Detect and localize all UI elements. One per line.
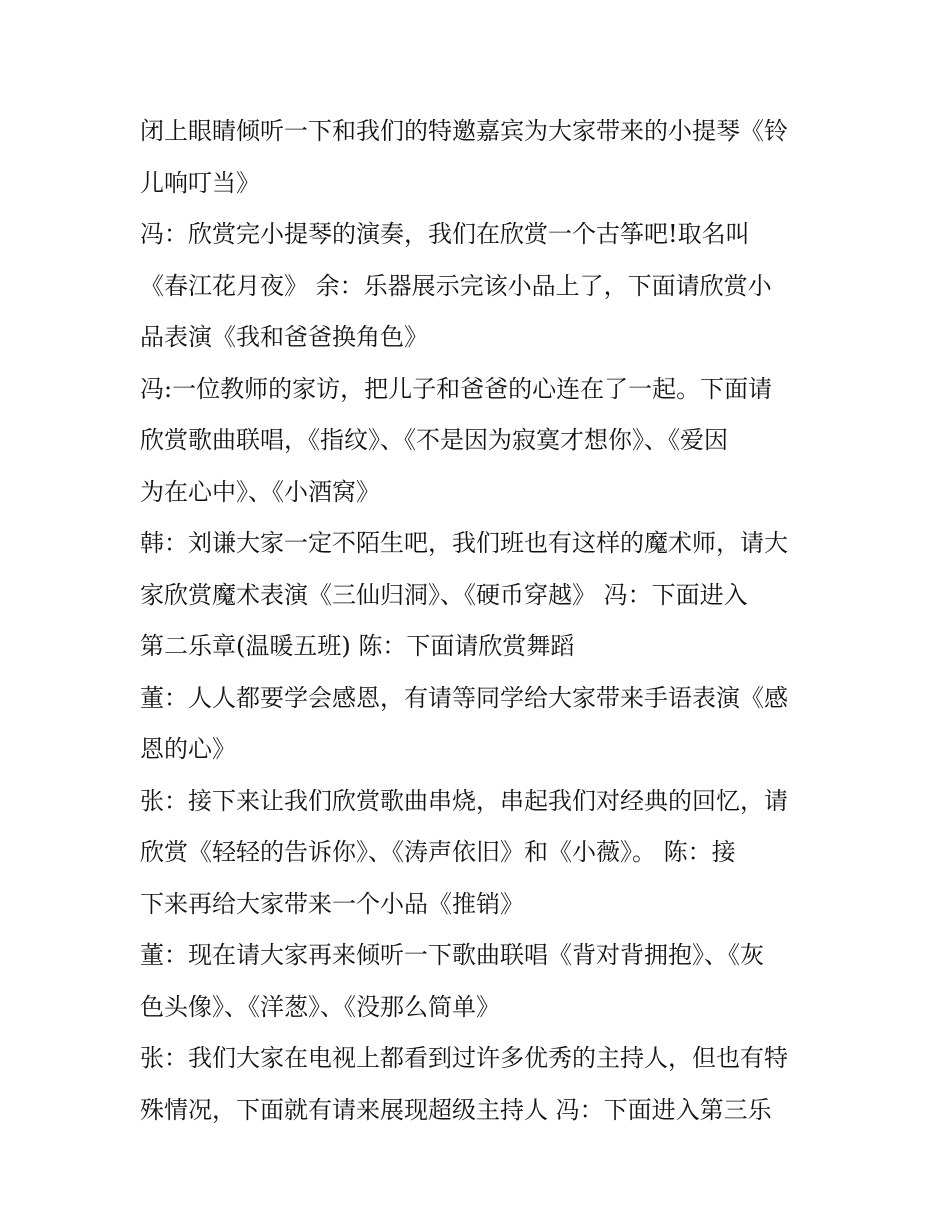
- text-line: 韩：刘谦大家一定不陌生吧，我们班也有这样的魔术师，请大: [140, 529, 788, 557]
- text-line: 欣赏《轻轻的告诉你》、《涛声依旧》和《小薇》。 陈：接: [140, 838, 736, 866]
- text-line: 欣赏歌曲联唱，《指纹》、《不是因为寂寞才想你》、《爱因: [140, 426, 728, 454]
- text-line: 品表演《我和爸爸换角色》: [140, 323, 428, 351]
- text-line: 张：我们大家在电视上都看到过许多优秀的主持人，但也有特: [140, 1044, 788, 1072]
- text-line: 恩的心》: [140, 735, 236, 763]
- text-line: 为在心中》、《小酒窝》: [140, 477, 380, 506]
- text-line: 色头像》、《洋葱》、《没那么简单》: [140, 992, 500, 1021]
- text-line: 张：接下来让我们欣赏歌曲串烧，串起我们对经典的回忆，请: [140, 786, 788, 815]
- document-body: [140, 106, 820, 1136]
- text-line: 儿响叮当》: [140, 168, 260, 197]
- text-line: 下来再给大家带来一个小品《推销》: [140, 889, 524, 918]
- text-line: 董：现在请大家再来倾听一下歌曲联唱《背对背拥抱》、《灰: [140, 941, 764, 969]
- text-line: 第二乐章(温暖五班) 陈：下面请欣赏舞蹈: [140, 632, 575, 660]
- text-line: 闭上眼睛倾听一下和我们的特邀嘉宾为大家带来的小提琴《铃: [140, 117, 788, 145]
- text-line: 殊情况，下面就有请来展现超级主持人 冯：下面进入第三乐: [140, 1095, 772, 1124]
- text-line: 家欣赏魔术表演《三仙归洞》、《硬币穿越》 冯：下面进入: [140, 580, 748, 609]
- text-line: 冯:一位教师的家访，把儿子和爸爸的心连在了一起。下面请: [140, 374, 773, 403]
- text-line: 《春江花月夜》 余：乐器展示完该小品上了，下面请欣赏小: [140, 271, 772, 300]
- text-line: 冯：欣赏完小提琴的演奏，我们在欣赏一个古筝吧!取名叫: [140, 220, 750, 248]
- text-line: 董：人人都要学会感恩，有请等同学给大家带来手语表演《感: [140, 683, 788, 712]
